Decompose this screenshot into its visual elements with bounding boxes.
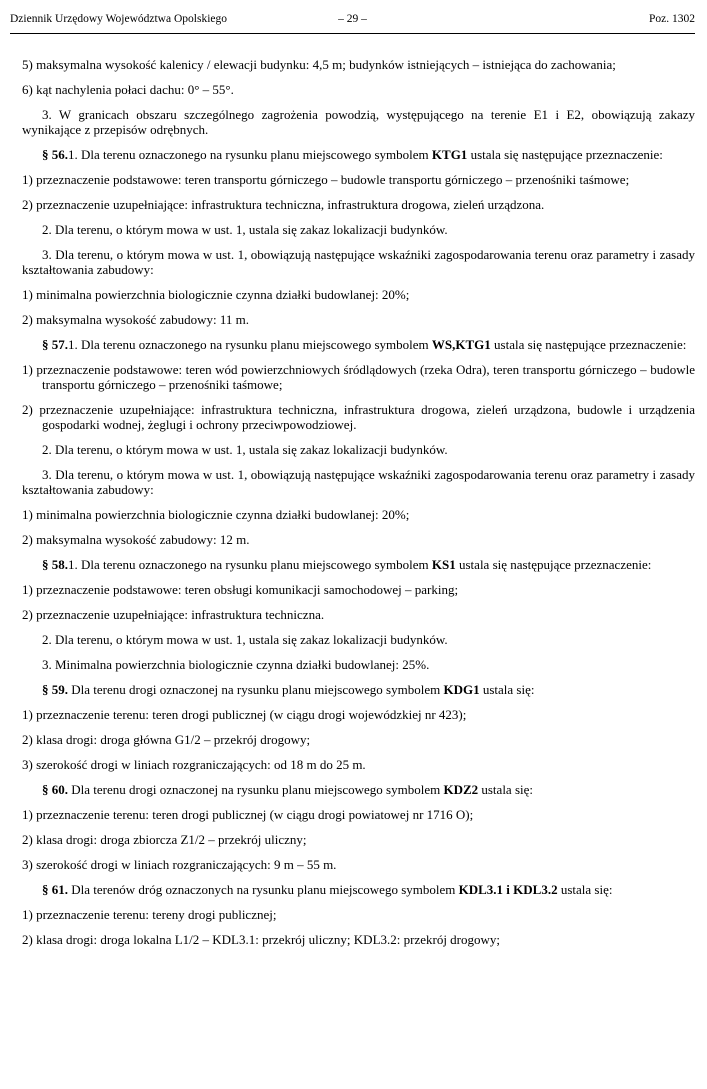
list-item [22, 907, 695, 922]
list-text: klasa drogi: droga zbiorcza Z1/2 – przekrój uliczny; [36, 832, 307, 847]
list-text: maksymalna wysokość zabudowy: 12 m. [36, 532, 250, 547]
list-item [22, 932, 695, 947]
section-text-end: ustala się następujące przeznaczenie: [467, 147, 663, 162]
section-paragraph [22, 882, 695, 897]
page-number: – 29 – [338, 13, 367, 25]
list-text: minimalna powierzchnia biologicznie czynna działki budowlanej: 20%; [36, 507, 410, 522]
list-item [22, 532, 695, 547]
list-text: przeznaczenie terenu: tereny drogi publicznej; [36, 907, 277, 922]
list-marker: 1) [22, 807, 37, 822]
list-text: szerokość drogi w liniach rozgraniczających: od 18 m do 25 m. [36, 757, 366, 772]
paragraph: 3. Dla terenu, o którym mowa w ust. 1, obowiązują następujące wskaźniki zagospodarowania terenu oraz parametry i zasady kształtowania zabudowy: [22, 467, 695, 497]
section-number: § 60. [42, 782, 68, 797]
section-paragraph [22, 782, 695, 797]
journal-title: Dziennik Urzędowy Województwa Opolskiego [10, 13, 227, 25]
list-item [22, 807, 695, 822]
list-marker: 2) [22, 402, 40, 417]
list-marker: 1) [22, 507, 37, 522]
section-text-end: ustala się: [479, 682, 535, 697]
list-marker: 1) [22, 707, 37, 722]
section-text: 1. Dla terenu oznaczonego na rysunku planu miejscowego symbolem [68, 337, 432, 352]
section-number: § 58. [42, 557, 68, 572]
list-item [22, 757, 695, 772]
list-marker: 3) [22, 757, 37, 772]
section-number: § 56. [42, 147, 68, 162]
list-text: maksymalna wysokość kalenicy / elewacji budynku: 4,5 m; budynków istniejących – istniejąca do zachowania; [36, 57, 616, 72]
paragraph: 2. Dla terenu, o którym mowa w ust. 1, ustala się zakaz lokalizacji budynków. [42, 632, 448, 647]
list-marker: 1) [22, 287, 37, 302]
list-item [22, 582, 695, 597]
paragraph: 3. W granicach obszaru szczególnego zagrożenia powodzią, występującego na terenie E1 i E2, obowiązują zakazy wynikające z przepisów odrębnych. [22, 107, 695, 137]
zone-symbol: KDL3.1 i KDL3.2 [458, 882, 558, 897]
list-marker: 1) [22, 582, 37, 597]
list-marker: 2) [22, 607, 37, 622]
list-text: klasa drogi: droga główna G1/2 – przekrój drogowy; [36, 732, 311, 747]
zone-symbol: WS,KTG1 [431, 337, 491, 352]
section-paragraph [22, 147, 695, 162]
section-number: § 57. [42, 337, 68, 352]
list-item [22, 312, 695, 327]
list-item [22, 857, 695, 872]
zone-symbol: KS1 [431, 557, 456, 572]
list-marker: 2) [22, 832, 37, 847]
list-item [22, 732, 695, 747]
position-number: Poz. 1302 [649, 13, 695, 25]
list-text: przeznaczenie podstawowe: teren wód powierzchniowych śródlądowych (rzeka Odra), teren transportu górniczego – budowle transportu górniczego – przenośniki taśmowe; [36, 362, 695, 392]
list-marker: 1) [22, 172, 37, 187]
section-number: § 59. [42, 682, 68, 697]
list-marker: 1) [22, 907, 37, 922]
list-marker: 2) [22, 932, 37, 947]
list-item [22, 287, 695, 302]
paragraph: 3. Dla terenu, o którym mowa w ust. 1, obowiązują następujące wskaźniki zagospodarowania terenu oraz parametry i zasady kształtowania zabudowy: [22, 247, 695, 277]
list-text: przeznaczenie uzupełniające: infrastruktura techniczna. [36, 607, 325, 622]
list-item [22, 197, 695, 212]
list-text: maksymalna wysokość zabudowy: 11 m. [36, 312, 249, 327]
list-text: przeznaczenie terenu: teren drogi publicznej (w ciągu drogi powiatowej nr 1716 O); [36, 807, 474, 822]
list-item [22, 507, 695, 522]
list-marker: 2) [22, 197, 37, 212]
list-item [22, 82, 695, 97]
section-paragraph [22, 337, 695, 352]
list-text: minimalna powierzchnia biologicznie czynna działki budowlanej: 20%; [36, 287, 410, 302]
list-item [22, 402, 695, 432]
section-text-end: ustala się: [557, 882, 613, 897]
section-paragraph [22, 682, 695, 697]
zone-symbol: KTG1 [431, 147, 468, 162]
zone-symbol: KDG1 [443, 682, 480, 697]
section-number: § 61. [42, 882, 68, 897]
list-text: przeznaczenie uzupełniające: infrastruktura techniczna, infrastruktura drogowa, zieleń urządzona, budowle i urządzenia gospodarki wodnej, żeglugi i ochrony przeciwpowodziowej. [39, 402, 695, 432]
list-text: przeznaczenie podstawowe: teren obsługi komunikacji samochodowej – parking; [36, 582, 459, 597]
list-item [22, 832, 695, 847]
document-body [22, 57, 695, 957]
section-text: 1. Dla terenu oznaczonego na rysunku planu miejscowego symbolem [68, 147, 432, 162]
section-text: Dla terenu drogi oznaczonej na rysunku planu miejscowego symbolem [68, 682, 444, 697]
section-text: 1. Dla terenu oznaczonego na rysunku planu miejscowego symbolem [68, 557, 432, 572]
list-marker: 5) [22, 57, 37, 72]
list-marker: 3) [22, 857, 37, 872]
list-text: przeznaczenie podstawowe: teren transportu górniczego – budowle transportu górniczego – przenośniki taśmowe; [36, 172, 630, 187]
list-text: klasa drogi: droga lokalna L1/2 – KDL3.1: przekrój uliczny; KDL3.2: przekrój drogowy; [36, 932, 501, 947]
section-text-end: ustala się: [478, 782, 534, 797]
paragraph: 2. Dla terenu, o którym mowa w ust. 1, ustala się zakaz lokalizacji budynków. [42, 442, 448, 457]
list-marker: 2) [22, 312, 37, 327]
list-text: kąt nachylenia połaci dachu: 0° – 55°. [36, 82, 234, 97]
zone-symbol: KDZ2 [443, 782, 479, 797]
page-header [10, 13, 695, 34]
section-text: Dla terenu drogi oznaczonej na rysunku planu miejscowego symbolem [68, 782, 444, 797]
list-marker: 6) [22, 82, 37, 97]
section-text: Dla terenów dróg oznaczonych na rysunku planu miejscowego symbolem [68, 882, 459, 897]
section-text-end: ustala się następujące przeznaczenie: [490, 337, 687, 352]
section-paragraph [22, 557, 695, 572]
list-item [22, 607, 695, 622]
list-item [22, 362, 695, 392]
paragraph: 2. Dla terenu, o którym mowa w ust. 1, ustala się zakaz lokalizacji budynków. [42, 222, 448, 237]
list-text: przeznaczenie uzupełniające: infrastruktura techniczna, infrastruktura drogowa, zieleń urządzona. [36, 197, 545, 212]
list-text: szerokość drogi w liniach rozgraniczających: 9 m – 55 m. [36, 857, 337, 872]
section-text-end: ustala się następujące przeznaczenie: [455, 557, 652, 572]
paragraph: 3. Minimalna powierzchnia biologicznie czynna działki budowlanej: 25%. [42, 657, 430, 672]
list-marker: 2) [22, 732, 37, 747]
list-marker: 2) [22, 532, 37, 547]
list-item [22, 172, 695, 187]
list-text: przeznaczenie terenu: teren drogi publicznej (w ciągu drogi wojewódzkiej nr 423); [36, 707, 467, 722]
list-item [22, 57, 695, 72]
list-item [22, 707, 695, 722]
list-marker: 1) [22, 362, 37, 377]
